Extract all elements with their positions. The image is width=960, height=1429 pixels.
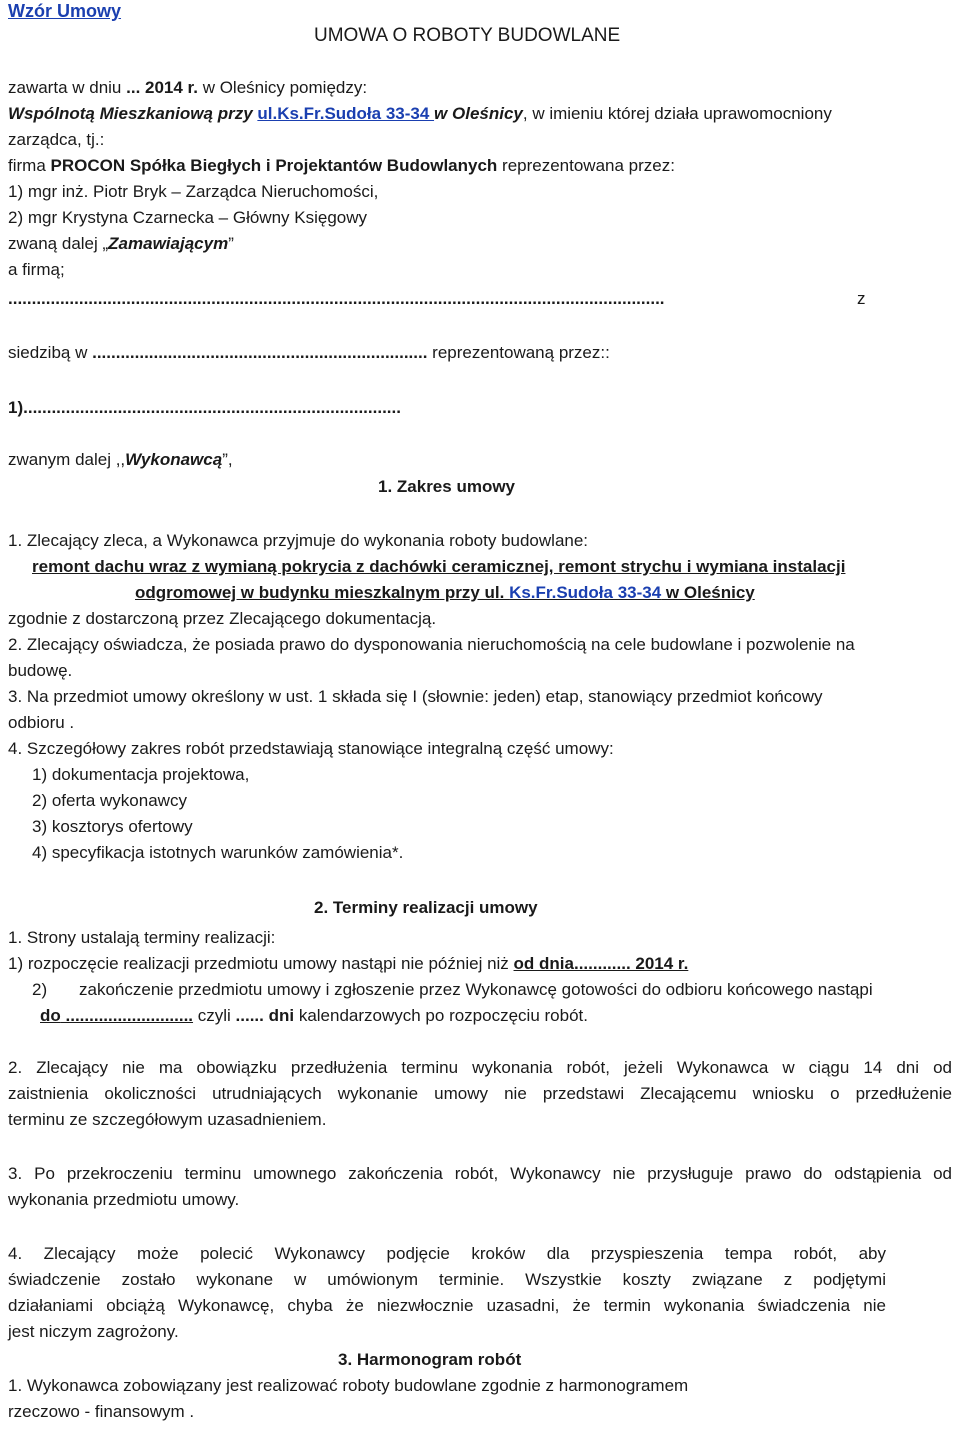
s2-p4d: jest niczym zagrożony.: [8, 1322, 179, 1341]
s2-p1: 1. Strony ustalają terminy realizacji:: [8, 928, 276, 947]
text: w Oleśnicy: [434, 104, 523, 123]
template-link[interactable]: Wzór Umowy: [8, 1, 122, 21]
date-placeholder: ... 2014 r.: [126, 78, 198, 97]
contractor-representative: [8, 397, 401, 419]
address: ul.Ks.Fr.Sudoła 33-34: [257, 104, 435, 123]
s1-p2b: budowę.: [8, 661, 73, 680]
contract-date-line: [8, 77, 367, 99]
text: odgromowej w budynku mieszkalnym przy ul.: [135, 583, 510, 602]
text: czyli: [193, 1006, 236, 1025]
s2-p2a: 2. Zlecający nie ma obowiązku przedłużenia terminu wykonania robót, jeżeli Wykonawca w ciągu 14 dni od: [8, 1058, 952, 1077]
contractor-role-line: [8, 449, 233, 471]
days-placeholder: ...... dni: [235, 1006, 295, 1025]
s2-p4a: 4. Zlecający może polecić Wykonawcy podjęcie kroków dla przyspieszenia tempa robót, aby: [8, 1244, 886, 1263]
s2-p2b: zaistnienia okoliczności utrudniających wykonanie umowy nie przedstawi Zlecającemu wniosku o przedłużenie: [8, 1084, 952, 1103]
s1-scope-line-1: remont dachu wraz z wymianą pokrycia z dachówki ceramicznej, remont strychu i wymiana instalacji: [32, 557, 846, 576]
text: kalendarzowych po rozpoczęciu robót.: [294, 1006, 588, 1025]
role-name: Zamawiającym: [108, 234, 229, 253]
firm-line: [8, 155, 675, 177]
text: zwaną dalej „: [8, 234, 109, 253]
s2-end-term: zakończenie przedmiotu umowy i zgłoszenie przez Wykonawcę gotowości do odbioru końcowego nastąpi: [79, 980, 873, 999]
text: do: [40, 1006, 61, 1025]
text: siedzibą w: [8, 343, 88, 362]
text: od dnia: [513, 954, 574, 973]
s1-p3b: odbioru .: [8, 713, 75, 732]
text: Wspólnotą Mieszkaniową przy: [8, 104, 258, 123]
list-item: 2) oferta wykonawcy: [32, 791, 187, 810]
date-placeholder: ............ 2014 r.: [573, 954, 689, 973]
s2-end-term-num: 2): [32, 980, 48, 999]
s2-p4c: działaniami obciążą Wykonawcę, chyba że niezwłocznie uzasadni, że termin wykonania świadczenia nie: [8, 1296, 886, 1315]
date-placeholder: ...........................: [60, 1006, 194, 1025]
text: ”: [228, 234, 234, 253]
text: , w imieniu której działa uprawomocniony: [522, 104, 832, 123]
s1-p3a: 3. Na przedmiot umowy określony w ust. 1 składa się I (słownie: jeden) etap, stanowiący przedmiot końcowy: [8, 687, 823, 706]
section-3-heading: 3. Harmonogram robót: [338, 1350, 522, 1369]
text: zwanym dalej ,,: [8, 450, 126, 469]
s2-start-term: [8, 953, 688, 975]
seat-placeholder: .......................................................................: [92, 343, 428, 362]
ordering-party-line: [8, 233, 234, 255]
s2-p2c: terminu ze szczegółowym uzasadnieniem.: [8, 1110, 327, 1129]
s2-p3a: 3. Po przekroczeniu terminu umownego zakończenia robót, Wykonawcy nie przysługuje prawo do odstąpienia od: [8, 1164, 952, 1183]
section-2-heading: 2. Terminy realizacji umowy: [314, 898, 538, 917]
s1-p1: 1. Zlecający zleca, a Wykonawca przyjmuje do wykonania roboty budowlane:: [8, 531, 589, 550]
representative-2: 2) mgr Krystyna Czarnecka – Główny Księgowy: [8, 208, 368, 227]
section-1-heading: 1. Zakres umowy: [378, 477, 516, 496]
text: w Oleśnicy pomiędzy:: [197, 78, 368, 97]
list-item: 3) kosztorys ofertowy: [32, 817, 193, 836]
rep-placeholder: ...............................................................................: [27, 398, 401, 417]
contractor-seat-line: [8, 342, 610, 364]
manager-line: zarządca, tj.:: [8, 130, 105, 149]
text: ”,: [222, 450, 233, 469]
firm-name: PROCON Spółka Biegłych i Projektantów Budowlanych: [50, 156, 498, 175]
contractor-intro: a firmą;: [8, 260, 65, 279]
representative-1: 1) mgr inż. Piotr Bryk – Zarządca Nieruchomości,: [8, 182, 379, 201]
s1-p4: 4. Szczegółowy zakres robót przedstawiają stanowiące integralną część umowy:: [8, 739, 614, 758]
text: 1) rozpoczęcie realizacji przedmiotu umowy nastąpi nie później niż: [8, 954, 514, 973]
text: w Oleśnicy: [661, 583, 755, 602]
name-placeholder: ...........................................................................................................................................: [8, 289, 665, 308]
s1-p2a: 2. Zlecający oświadcza, że posiada prawo do dysponowania nieruchomością na cele budowlane i pozwolenie na: [8, 635, 855, 654]
contractor-name-line: [8, 288, 868, 310]
text: reprezentowaną przez::: [427, 343, 610, 362]
document-title: UMOWA O ROBOTY BUDOWLANE: [314, 25, 621, 46]
list-item: 1) dokumentacja projektowa,: [32, 765, 250, 784]
s3-p1a: 1. Wykonawca zobowiązany jest realizować roboty budowlane zgodnie z harmonogramem: [8, 1376, 689, 1395]
text: 1).: [8, 398, 28, 417]
text: zawarta w dniu: [8, 78, 127, 97]
list-item: 4) specyfikacja istotnych warunków zamówienia*.: [32, 843, 404, 862]
s2-p3b: wykonania przedmiotu umowy.: [8, 1190, 240, 1209]
text: firma: [8, 156, 51, 175]
contractor-z: z: [857, 289, 866, 308]
s1-scope-line-2: [135, 582, 755, 604]
s1-documentation: zgodnie z dostarczoną przez Zlecającego dokumentacją.: [8, 609, 437, 628]
s3-p1b: rzeczowo - finansowym .: [8, 1402, 195, 1421]
s2-end-date-line: [40, 1005, 588, 1027]
text: reprezentowana przez:: [497, 156, 675, 175]
community-line: [8, 103, 832, 125]
s2-p4b: świadczenie zostało wykonane w umówionym terminie. Wszystkie koszty związane z podjętymi: [8, 1270, 886, 1289]
role-name: Wykonawcą: [125, 450, 223, 469]
address: Ks.Fr.Sudoła 33-34: [509, 583, 662, 602]
